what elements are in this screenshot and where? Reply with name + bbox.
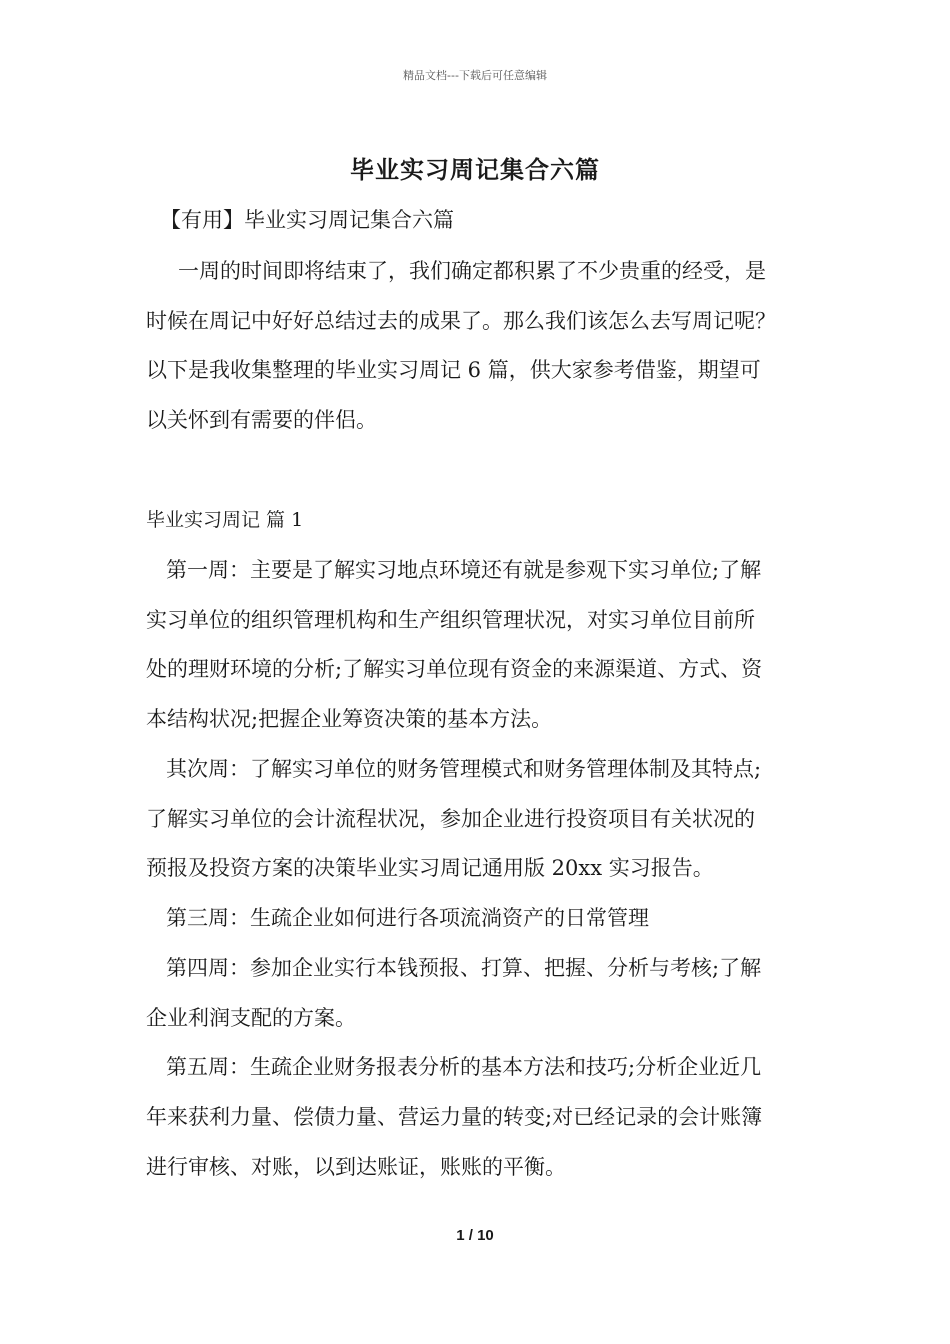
section-heading: 毕业实习周记 篇 1 [146,509,304,531]
paragraph-line: 实习单位的组织管理机构和生产组织管理状况，对实习单位目前所 [146,608,755,632]
paragraph-line: 第一周：主要是了解实习地点环境还有就是参观下实习单位;了解 [166,558,762,582]
intro-line: 以关怀到有需要的伴侣。 [146,408,377,432]
page-header: 精品文档---下载后可任意编辑 [403,69,547,82]
intro-line: 时候在周记中好好总结过去的成果了。那么我们该怎么去写周记呢？ [146,309,776,333]
document-title: 毕业实习周记集合六篇 [350,155,600,184]
paragraph-line: 其次周：了解实习单位的财务管理模式和财务管理体制及其特点; [166,757,762,781]
paragraph-line: 第五周：生疏企业财务报表分析的基本方法和技巧;分析企业近几 [166,1055,762,1079]
paragraph-line: 了解实习单位的会计流程状况，参加企业进行投资项目有关状况的 [146,807,755,831]
paragraph-line: 处的理财环境的分析;了解实习单位现有资金的来源渠道、方式、资 [146,657,763,681]
paragraph-line: 第三周：生疏企业如何进行各项流淌资产的日常管理 [166,906,649,930]
paragraph-line: 企业利润支配的方案。 [146,1006,356,1030]
subtitle-line: 【有用】毕业实习周记集合六篇 [160,208,454,232]
intro-line: 一周的时间即将结束了，我们确定都积累了不少贵重的经受，是 [178,259,766,283]
paragraph-line: 预报及投资方案的决策毕业实习周记通用版 20xx 实习报告。 [146,856,714,880]
paragraph-line: 进行审核、对账，以到达账证，账账的平衡。 [146,1155,566,1179]
paragraph-line: 本结构状况;把握企业筹资决策的基本方法。 [146,707,553,731]
intro-line: 以下是我收集整理的毕业实习周记 6 篇，供大家参考借鉴，期望可 [146,358,761,382]
paragraph-line: 第四周：参加企业实行本钱预报、打算、把握、分析与考核;了解 [166,956,762,980]
page-number: 1 / 10 [456,1227,494,1244]
paragraph-line: 年来获利力量、偿债力量、营运力量的转变;对已经记录的会计账簿 [146,1105,763,1129]
